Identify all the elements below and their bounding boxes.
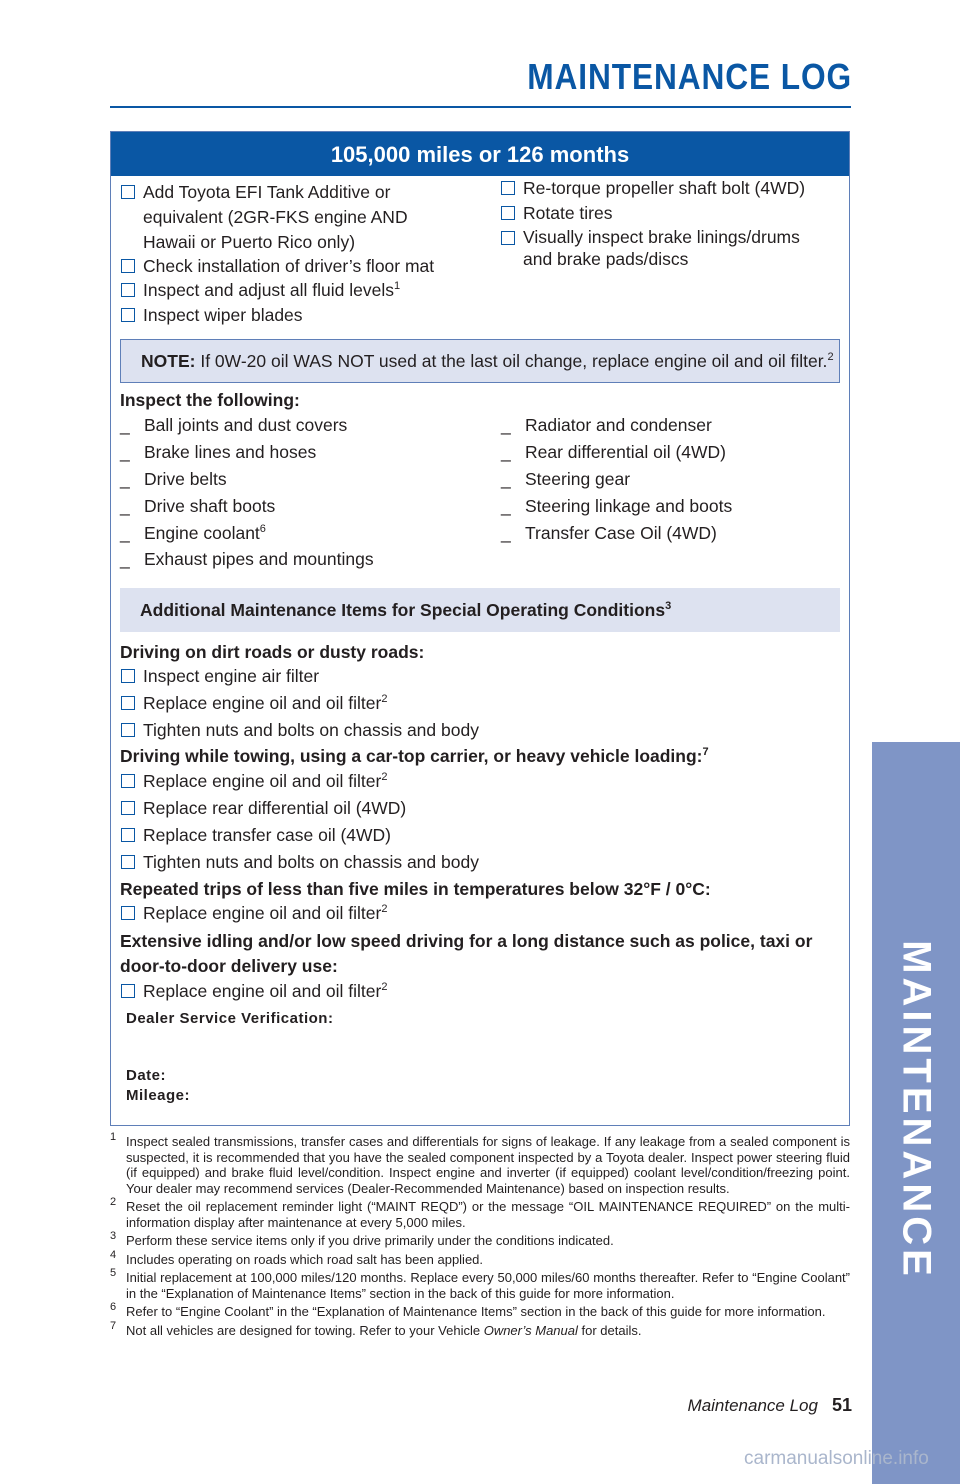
maintenance-interval-box [110,131,850,1126]
footnote: 4 Includes operating on roads which road salt has been applied. [110,1248,484,1267]
checklist-item: Check installation of driver’s floor mat [119,254,434,278]
checklist-item: Replace engine oil and oil filter$^2$ [119,691,387,715]
inspect-item: _ Transfer Case Oil (4WD) [501,523,717,543]
inspect-item: _ Radiator and condenser [501,415,712,435]
footnote: 6 Refer to “Engine Coolant” in the “Explanation of Maintenance Items” section in the back of this guide for more information. [110,1301,826,1319]
inspect-heading: Inspect the following: [120,390,300,410]
checklist-item: Inspect and adjust all fluid levels$^1$ [119,278,400,302]
inspect-item: _ Drive belts [120,469,227,489]
inspect-item: _ Engine coolant$^6$ [120,523,266,543]
page-title: MAINTENANCE LOG [527,56,852,97]
checklist-item: Tighten nuts and bolts on chassis and body [119,718,479,742]
checklist-item: Replace transfer case oil (4WD) [119,823,391,847]
checklist-item: Re-torque propeller shaft bolt (4WD) [499,176,805,200]
side-tab-label: MAINTENANCE [894,940,939,1280]
inspect-item: _ Drive shaft boots [120,496,276,516]
inspect-item: _ Ball joints and dust covers [120,415,348,435]
footnote: 1 Inspect sealed transmissions, transfer cases and differentials for signs of leakage. If any leakage from a sealed component is suspected, it is recommended that you have the sealed component inspected by a Toyota dealer. Inspect power steering fluid (if equipped) and brake fluid level/condition. Inspect engine and inverter (if equipped) coolant level/condition/freezing point. Your dealer may recommend services (Dealer-Recommended Maintenance) based on inspection results. [110,1131,850,1196]
footer-label: Maintenance Log [687,1396,818,1415]
checkbox[interactable] [121,855,135,869]
footnote: 3 Perform these service items only if you drive primarily under the conditions indicated. [110,1230,614,1248]
checkbox[interactable] [121,801,135,815]
checklist-item: Replace engine oil and oil filter$^2$ [119,769,387,793]
checkbox[interactable] [121,984,135,998]
checkbox[interactable] [501,181,515,195]
checkbox[interactable] [501,231,515,245]
checkbox[interactable] [121,259,135,273]
footnote: 7 Not all vehicles are designed for towing. Refer to your Vehicle Owner’s Manual for details. [110,1319,642,1338]
checkbox[interactable] [121,669,135,683]
inspect-item: _ Steering gear [501,469,631,489]
note-label: NOTE: [141,351,196,371]
checklist-item: Replace engine oil and oil filter$^2$ [119,979,387,1003]
checkbox[interactable] [121,723,135,737]
inspect-item: _ Brake lines and hoses [120,442,317,462]
inspect-item: _ Rear differential oil (4WD) [501,442,726,462]
footnote: 2 Reset the oil replacement reminder light (“MAINT REQD”) or the message “OIL MAINTENANCE REQUIRED” on the multi-information display after maintenance at every 5,000 miles. [110,1196,850,1230]
interval-header: 105,000 miles or 126 months [111,132,849,176]
date-label: Date: [126,1067,167,1084]
checklist-item: Add Toyota EFI Tank Additive or equivalent (2GR-FKS engine AND Hawaii or Puerto Rico only) [119,180,443,255]
checkbox[interactable] [121,185,135,199]
idling-heading-line2: door-to-door delivery use: [120,956,338,976]
checkbox[interactable] [501,206,515,220]
additional-maintenance-band: Additional Maintenance Items for Special Operating Conditions$^3$ [120,588,840,632]
page-number: 51 [831,1395,852,1415]
dirt-roads-heading: Driving on dirt roads or dusty roads: [120,642,425,662]
page-footer [688,1395,852,1416]
checklist-item: Inspect wiper blades [119,303,303,327]
short-trips-heading: Repeated trips of less than five miles in temperatures below 32°F / 0°C: [120,879,711,899]
inspect-item: _ Exhaust pipes and mountings [120,549,374,569]
mileage-label: Mileage: [126,1087,191,1104]
footnote: 5 Initial replacement at 100,000 miles/120 months. Replace every 50,000 miles/60 months thereafter. Refer to “Engine Coolant” in the “Explanation of Maintenance Items” section in the back of this guide for more information. [110,1267,850,1301]
note-text: If 0W-20 oil WAS NOT used at the last oil change, replace engine oil and oil filter. [200,351,828,371]
oil-note: NOTE: If 0W-20 oil WAS NOT used at the last oil change, replace engine oil and oil filter.$^2$ [120,339,840,383]
checklist-item: Tighten nuts and bolts on chassis and body [119,850,479,874]
checkbox[interactable] [121,696,135,710]
checklist-item: Inspect engine air filter [119,664,319,688]
checkbox[interactable] [121,906,135,920]
dealer-verification-label: Dealer Service Verification: [126,1010,334,1027]
checkbox[interactable] [121,308,135,322]
checklist-item: Rotate tires [499,201,612,225]
checklist-item: Visually inspect brake linings/drums and brake pads/discs [499,226,823,270]
footnotes [110,1131,850,1341]
watermark: carmanualsonline.info [744,1448,929,1469]
towing-heading: Driving while towing, using a car-top carrier, or heavy vehicle loading:$^7$ [120,746,709,766]
checklist-item: Replace rear differential oil (4WD) [119,796,406,820]
title-rule [110,106,851,108]
checkbox[interactable] [121,774,135,788]
checkbox[interactable] [121,828,135,842]
checklist-item: Replace engine oil and oil filter$^2$ [119,901,387,925]
idling-heading-line1: Extensive idling and/or low speed driving for a long distance such as police, taxi or [120,931,813,951]
inspect-item: _ Steering linkage and boots [501,496,733,516]
checkbox[interactable] [121,283,135,297]
